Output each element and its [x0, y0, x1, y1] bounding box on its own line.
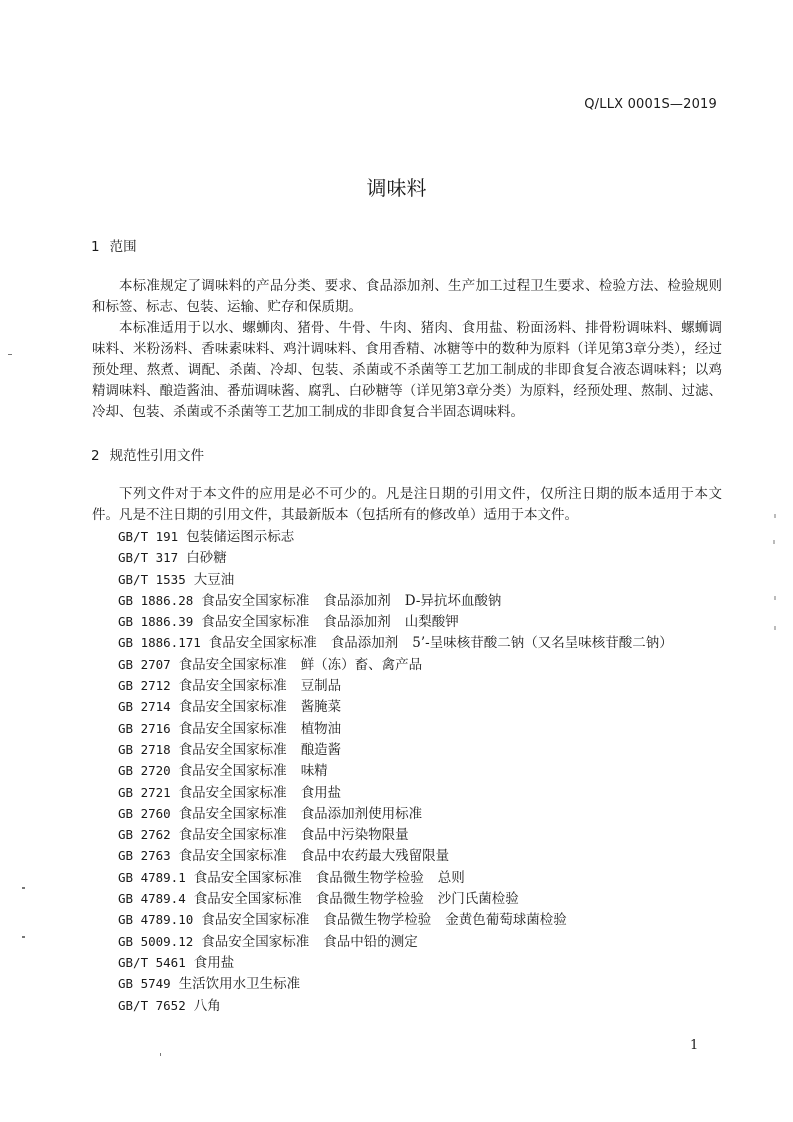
- reference-code: GB 2707: [118, 656, 171, 672]
- reference-code: GB 2712: [118, 678, 171, 694]
- section-heading-scope: [91, 235, 137, 255]
- reference-title-part: 食品中农药最大残留限量: [300, 848, 450, 865]
- reference-item: [118, 547, 687, 568]
- reference-title-part: 食品添加剂: [330, 635, 399, 652]
- reference-item: [118, 526, 687, 547]
- reference-item: [118, 867, 687, 888]
- reference-title-part: 食品中铅的测定: [323, 933, 418, 950]
- reference-code: GB 1886.39: [118, 614, 194, 630]
- section-number: 1: [91, 239, 100, 255]
- scan-speck: [774, 596, 776, 600]
- reference-title-part: 食品安全国家标准: [178, 699, 287, 716]
- scan-speck: [22, 936, 25, 938]
- reference-item: [118, 569, 687, 590]
- scan-speck: [774, 626, 776, 630]
- reference-title-part: 食品安全国家标准: [201, 592, 310, 609]
- reference-item: [118, 909, 687, 930]
- scan-speck: [773, 540, 775, 544]
- reference-item: [118, 739, 687, 760]
- reference-title-part: 5’-呈味核苷酸二钠（又名呈味核苷酸二钠）: [412, 635, 673, 652]
- reference-code: GB 2714: [118, 699, 171, 715]
- scan-speck: [22, 887, 25, 889]
- reference-code: GB 2760: [118, 805, 171, 821]
- reference-list: [118, 526, 687, 1016]
- reference-title-part: 食品微生物学检验: [315, 891, 424, 908]
- section-heading-normative-references: [91, 444, 204, 464]
- reference-title-part: 食品添加剂使用标准: [300, 805, 423, 822]
- document-title: 调味料: [366, 176, 427, 200]
- reference-item: [118, 952, 687, 973]
- reference-code: GB/T 1535: [118, 571, 186, 587]
- reference-item: [118, 760, 687, 781]
- reference-title-part: 鲜（冻）畜、禽产品: [300, 656, 423, 673]
- reference-code: GB/T 5461: [118, 954, 186, 970]
- reference-title-part: 食品安全国家标准: [193, 891, 302, 908]
- scope-paragraph-1: 本标准规定了调味料的产品分类、要求、食品添加剂、生产加工过程卫生要求、检验方法、检验规则和标签、标志、包装、运输、贮存和保质期。: [92, 278, 722, 315]
- reference-code: GB 2762: [118, 827, 171, 843]
- reference-code: GB 1886.171: [118, 635, 201, 651]
- section-number: 2: [91, 448, 100, 464]
- reference-title-part: 食品微生物学检验: [315, 869, 424, 886]
- reference-code: GB 2718: [118, 741, 171, 757]
- reference-item: [118, 973, 687, 994]
- reference-item: [118, 611, 687, 632]
- reference-title-part: 食品添加剂: [323, 592, 391, 609]
- reference-code: GB 2716: [118, 720, 171, 736]
- reference-title-part: 食品安全国家标准: [193, 869, 302, 886]
- reference-title-part: 食用盐: [193, 954, 235, 971]
- scan-speck: [8, 354, 12, 355]
- reference-code: GB 4789.10: [118, 912, 194, 928]
- reference-title-part: 食品安全国家标准: [178, 656, 287, 673]
- reference-code: GB 4789.1: [118, 869, 186, 885]
- reference-title-part: 食品安全国家标准: [178, 805, 287, 822]
- reference-item: [118, 696, 687, 717]
- reference-title-part: 山梨酸钾: [404, 614, 459, 631]
- reference-code: GB 2720: [118, 763, 171, 779]
- reference-code: GB 4789.4: [118, 891, 186, 907]
- reference-title-part: 食品安全国家标准: [178, 784, 287, 801]
- reference-title-part: 酱腌菜: [300, 699, 342, 716]
- section-title: 范围: [109, 239, 137, 255]
- page-number: 1: [690, 1038, 699, 1053]
- reference-title-part: 包装储运图示标志: [186, 529, 295, 545]
- reference-item: [118, 675, 687, 696]
- reference-item: [118, 845, 687, 866]
- reference-item: [118, 590, 687, 611]
- reference-code: GB/T 7652: [118, 997, 186, 1013]
- reference-title-part: 总则: [437, 869, 465, 886]
- reference-title-part: 食品安全国家标准: [178, 678, 287, 695]
- reference-title-part: 味精: [300, 763, 328, 780]
- reference-title-part: 金黄色葡萄球菌检验: [445, 912, 567, 929]
- reference-code: GB 5009.12: [118, 933, 194, 949]
- reference-item: [118, 782, 687, 803]
- scope-paragraph-2: 本标准适用于以水、螺蛳肉、猪骨、牛骨、牛肉、猪肉、食用盐、粉面汤料、排骨粉调味料、螺蛳调味料、米粉汤料、香味素味料、鸡汁调味料、食用香精、冰糖等中的数种为原料（详见第3章分类），经过预处理、熬煮、调配、杀菌、冷却、包装、杀菌或不杀菌等工艺加工制成的非即食复合液态调味料；以鸡精调味料、酿造酱油、番茄调味酱、腐乳、白砂糖等（详见第3章分类）为原料，经预处理、熬制、过滤、冷却、包装、杀菌或不杀菌等工艺加工制成的非即食复合半固态调味料。: [92, 320, 722, 420]
- reference-item: [118, 632, 687, 653]
- reference-title-part: 食品安全国家标准: [178, 848, 287, 865]
- reference-title-part: 食品安全国家标准: [208, 635, 317, 652]
- reference-title-part: 沙门氏菌检验: [437, 891, 519, 908]
- reference-title-part: 食品安全国家标准: [178, 741, 287, 758]
- reference-title-part: 大豆油: [193, 571, 235, 588]
- reference-title-part: 食用盐: [300, 784, 342, 801]
- reference-title-part: 食品微生物学检验: [323, 912, 432, 929]
- reference-code: GB/T 191: [118, 529, 179, 544]
- reference-title-part: 食品安全国家标准: [178, 763, 287, 780]
- reference-code: GB 2721: [118, 784, 171, 800]
- document-code: Q/LLX 0001S—2019: [584, 97, 717, 112]
- reference-title-part: 食品中污染物限量: [300, 827, 409, 844]
- scan-speck: [774, 514, 776, 518]
- reference-item: [118, 931, 687, 952]
- reference-title-part: 食品安全国家标准: [201, 933, 310, 950]
- reference-code: GB 2763: [118, 848, 171, 864]
- reference-item: [118, 995, 687, 1016]
- reference-code: GB 1886.28: [118, 592, 194, 608]
- scan-speck: [160, 1053, 161, 1056]
- reference-title-part: 白砂糖: [186, 550, 227, 567]
- reference-item: [118, 824, 687, 845]
- reference-title-part: 生活饮用水卫生标准: [178, 976, 301, 993]
- section-title: 规范性引用文件: [109, 448, 205, 464]
- reference-title-part: 食品安全国家标准: [178, 827, 287, 844]
- reference-title-part: 食品安全国家标准: [178, 720, 287, 737]
- reference-title-part: 八角: [193, 997, 221, 1014]
- reference-title-part: 食品安全国家标准: [201, 912, 310, 929]
- reference-title-part: 食品添加剂: [323, 614, 391, 631]
- reference-item: [118, 718, 687, 739]
- reference-title-part: D-异抗坏血酸钠: [404, 592, 502, 609]
- reference-item: [118, 888, 687, 909]
- reference-title-part: 豆制品: [300, 678, 342, 695]
- reference-item: [118, 803, 687, 824]
- reference-code: GB 5749: [118, 976, 171, 992]
- references-intro-paragraph: 下列文件对于本文件的应用是必不可少的。凡是注日期的引用文件，仅所注日期的版本适用于本文件。凡是不注日期的引用文件，其最新版本（包括所有的修改单）适用于本文件。: [92, 486, 722, 523]
- reference-title-part: 食品安全国家标准: [201, 614, 310, 631]
- reference-title-part: 酿造酱: [300, 741, 342, 758]
- reference-item: [118, 654, 687, 675]
- reference-code: GB/T 317: [118, 550, 179, 566]
- reference-title-part: 植物油: [300, 720, 342, 737]
